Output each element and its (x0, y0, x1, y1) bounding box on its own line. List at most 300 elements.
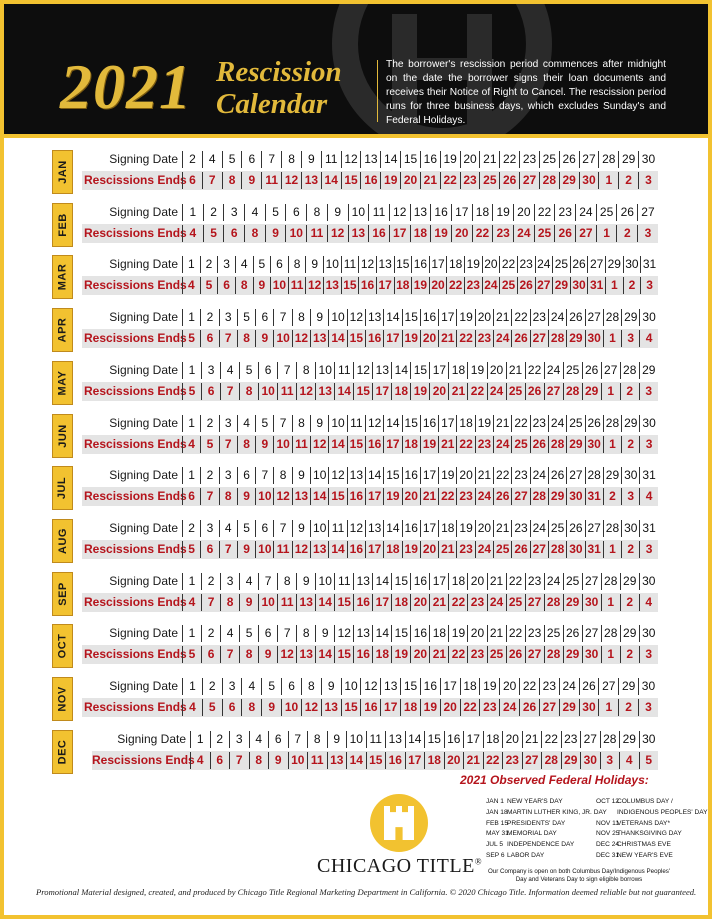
rescission-date-cell: 18 (394, 277, 412, 294)
signing-date-cell: 11 (341, 256, 359, 273)
signing-date-cell: 19 (448, 625, 467, 642)
rescission-date-cell: 26 (511, 541, 529, 558)
rescission-date-cell: 31 (587, 277, 605, 294)
signing-date-cell: 24 (544, 362, 563, 379)
holiday-item (596, 840, 708, 851)
rescission-date-cell: 3 (638, 699, 658, 716)
signing-date-cell: 17 (440, 678, 460, 695)
rescission-date-cell: 13 (315, 383, 334, 400)
rescission-ends-label: Rescissions Ends (92, 753, 195, 767)
signing-date-label: Signing Date (109, 205, 178, 219)
rescission-date-cell: 1 (601, 383, 620, 400)
rescission-date-cell: 4 (182, 436, 200, 453)
signing-date-cell: 27 (598, 678, 618, 695)
signing-date-cell: 4 (249, 731, 269, 748)
signing-date-cell: 3 (219, 467, 237, 484)
rescission-date-cell: 20 (420, 330, 438, 347)
signing-date-row (182, 467, 658, 484)
signing-date-cell: 29 (620, 573, 639, 590)
rescission-date-cell: 15 (353, 383, 372, 400)
rescission-date-cell: 15 (334, 594, 353, 611)
rescission-date-cell: 6 (200, 330, 218, 347)
rescission-date-cell: 29 (566, 330, 584, 347)
rescission-date-cell: 12 (310, 436, 328, 453)
rescission-date-cell: 14 (310, 488, 328, 505)
signing-date-row (182, 256, 658, 273)
signing-date-cell: 8 (273, 467, 291, 484)
rescission-date-cell: 19 (420, 436, 438, 453)
rescission-date-cell: 9 (239, 594, 258, 611)
signing-date-label: Signing Date (109, 679, 178, 693)
signing-date-cell: 24 (544, 573, 563, 590)
rescission-date-cell: 19 (380, 172, 400, 189)
rescission-end-row (182, 383, 658, 400)
rescission-ends-label: Rescissions Ends (84, 542, 187, 556)
signing-date-cell: 21 (493, 309, 511, 326)
signing-date-cell: 5 (253, 256, 271, 273)
signing-date-cell: 23 (554, 204, 575, 221)
signing-date-cell: 3 (223, 204, 244, 221)
rescission-date-cell: 29 (552, 277, 570, 294)
signing-date-cell: 26 (570, 256, 588, 273)
rescission-date-cell: 24 (487, 594, 506, 611)
rescission-date-cell: 28 (539, 172, 559, 189)
signing-date-cell: 2 (201, 573, 220, 590)
signing-date-cell: 27 (637, 204, 658, 221)
rescission-date-cell: 15 (341, 172, 361, 189)
holidays-list-right (596, 797, 708, 862)
rescission-date-cell: 11 (273, 541, 291, 558)
signing-date-cell: 4 (202, 151, 222, 168)
signing-date-cell: 1 (182, 625, 201, 642)
rescission-date-cell: 17 (372, 594, 391, 611)
holiday-name: PRESIDENTS' DAY (507, 819, 566, 827)
signing-date-cell: 7 (261, 151, 281, 168)
signing-date-cell: 9 (310, 415, 328, 432)
rescission-date-cell: 16 (358, 277, 376, 294)
signing-date-cell: 6 (241, 151, 261, 168)
title-year: 2021 (60, 51, 192, 122)
rescission-date-cell: 30 (582, 594, 601, 611)
signing-date-cell: 17 (438, 309, 456, 326)
signing-date-cell: 16 (420, 678, 440, 695)
rescission-date-cell: 20 (420, 541, 438, 558)
signing-date-cell: 11 (334, 573, 353, 590)
rescission-date-cell: 21 (429, 594, 448, 611)
rescission-date-cell: 9 (253, 277, 271, 294)
rescission-date-cell: 1 (605, 277, 623, 294)
holiday-item (486, 851, 607, 862)
signing-date-cell: 4 (235, 256, 253, 273)
rescission-date-cell: 15 (341, 699, 361, 716)
rescission-date-cell: 28 (548, 436, 566, 453)
rescission-date-cell: 8 (222, 172, 242, 189)
holiday-date: DEC 24 (596, 841, 620, 849)
signing-date-cell: 7 (273, 415, 291, 432)
holiday-item (486, 797, 607, 808)
signing-date-cell: 10 (328, 415, 346, 432)
rescission-date-cell: 24 (487, 383, 506, 400)
signing-date-cell: 23 (561, 731, 581, 748)
rescission-date-cell: 30 (582, 646, 601, 663)
month-block-oct (52, 624, 658, 668)
signing-date-cell: 26 (566, 309, 584, 326)
holiday-item (596, 808, 708, 819)
rescission-date-cell: 10 (273, 330, 291, 347)
signing-date-cell: 20 (460, 151, 480, 168)
signing-date-cell: 22 (519, 678, 539, 695)
signing-date-cell: 29 (618, 151, 638, 168)
rescission-end-row (182, 225, 658, 242)
signing-date-cell: 17 (451, 204, 472, 221)
signing-date-cell: 9 (292, 467, 310, 484)
signing-date-cell: 6 (281, 678, 301, 695)
signing-date-cell: 23 (525, 573, 544, 590)
rescission-end-row (182, 594, 658, 611)
rescission-date-cell: 30 (579, 699, 599, 716)
rescission-date-cell: 5 (200, 436, 218, 453)
rescission-date-cell: 20 (440, 699, 460, 716)
rescission-date-cell: 13 (296, 646, 315, 663)
rescission-date-cell: 10 (255, 541, 273, 558)
signing-date-cell: 14 (365, 467, 383, 484)
rescission-date-cell: 2 (618, 172, 638, 189)
signing-date-cell: 23 (517, 256, 535, 273)
holiday-name: THANKSGIVING DAY (617, 830, 682, 838)
holiday-name: NEW YEAR'S EVE (617, 851, 673, 859)
rescission-ends-label: Rescissions Ends (84, 595, 187, 609)
rescission-date-cell: 28 (544, 646, 563, 663)
holiday-item (486, 808, 607, 819)
rescission-date-cell: 29 (566, 436, 584, 453)
signing-date-cell: 18 (472, 204, 493, 221)
signing-date-cell: 19 (475, 415, 493, 432)
rescission-date-cell: 1 (603, 330, 621, 347)
signing-date-cell: 9 (315, 625, 334, 642)
rescission-date-cell: 17 (372, 383, 391, 400)
signing-date-cell: 17 (463, 731, 483, 748)
rescission-date-cell: 10 (258, 383, 277, 400)
signing-date-cell: 20 (475, 309, 493, 326)
rescission-date-cell: 10 (255, 488, 273, 505)
rescission-date-cell: 8 (244, 225, 265, 242)
signing-date-cell: 31 (639, 467, 657, 484)
rescission-date-cell: 14 (328, 330, 346, 347)
month-tab (52, 624, 73, 668)
month-label: JUN (56, 424, 69, 448)
rescission-date-cell: 22 (448, 646, 467, 663)
signing-date-cell: 13 (353, 573, 372, 590)
signing-date-cell: 18 (448, 362, 467, 379)
rescission-date-cell: 15 (347, 436, 365, 453)
signing-date-cell: 30 (639, 731, 659, 748)
signing-date-cell: 26 (548, 467, 566, 484)
rescission-end-row (182, 277, 658, 294)
holiday-item (486, 829, 607, 840)
rescission-end-row (182, 699, 658, 716)
rescission-date-cell: 31 (585, 541, 603, 558)
rescission-date-cell: 16 (360, 172, 380, 189)
signing-date-cell: 15 (402, 309, 420, 326)
signing-date-cell: 12 (347, 520, 365, 537)
signing-date-cell: 18 (483, 731, 503, 748)
rescission-ends-label: Rescissions Ends (84, 331, 187, 345)
signing-date-cell: 6 (270, 256, 288, 273)
signing-date-cell: 12 (360, 678, 380, 695)
holidays-title: 2021 Observed Federal Holidays: (460, 773, 649, 787)
signing-date-row (182, 625, 658, 642)
signing-date-cell: 19 (464, 256, 482, 273)
signing-date-cell: 16 (402, 467, 420, 484)
rescission-date-cell: 6 (217, 277, 235, 294)
holiday-name: MARTIN LUTHER KING, JR. DAY (507, 808, 607, 816)
signing-date-cell: 30 (639, 415, 657, 432)
rescission-date-cell: 8 (220, 594, 239, 611)
rescission-date-cell: 29 (563, 646, 582, 663)
rescission-date-cell: 13 (310, 541, 328, 558)
rescission-date-cell: 26 (519, 699, 539, 716)
signing-date-cell: 29 (621, 415, 639, 432)
signing-date-cell: 29 (605, 256, 623, 273)
signing-date-cell: 8 (307, 731, 327, 748)
signing-date-cell: 10 (310, 467, 328, 484)
signing-date-label: Signing Date (109, 468, 178, 482)
signing-date-label: Signing Date (109, 416, 178, 430)
rescission-date-cell: 26 (525, 383, 544, 400)
signing-date-cell: 26 (616, 204, 637, 221)
rescission-date-cell: 9 (261, 699, 281, 716)
rescission-date-cell: 17 (376, 277, 394, 294)
signing-date-cell: 12 (353, 362, 372, 379)
rescission-date-cell: 16 (368, 225, 389, 242)
rescission-date-cell: 5 (639, 752, 659, 769)
signing-date-cell: 16 (410, 573, 429, 590)
signing-date-cell: 1 (182, 362, 201, 379)
rescission-date-cell: 4 (639, 594, 658, 611)
rescission-date-cell: 27 (525, 594, 544, 611)
rescission-date-cell: 22 (456, 330, 474, 347)
signing-date-cell: 19 (456, 520, 474, 537)
rescission-date-cell: 30 (566, 488, 584, 505)
signing-date-cell: 25 (548, 520, 566, 537)
rescission-date-cell: 28 (530, 488, 548, 505)
rescission-date-cell: 6 (201, 383, 220, 400)
rescission-date-cell: 22 (438, 488, 456, 505)
signing-date-cell: 20 (475, 520, 493, 537)
month-label: FEB (56, 213, 69, 237)
rescission-date-cell: 18 (410, 225, 431, 242)
rescission-date-cell: 30 (585, 330, 603, 347)
signing-date-cell: 28 (598, 151, 618, 168)
signing-date-cell: 12 (334, 625, 353, 642)
signing-date-cell: 30 (639, 625, 658, 642)
rescission-date-cell: 22 (472, 225, 493, 242)
signing-date-cell: 11 (334, 362, 353, 379)
signing-date-cell: 28 (603, 520, 621, 537)
signing-date-cell: 15 (400, 151, 420, 168)
signing-date-cell: 12 (358, 256, 376, 273)
rescission-date-cell: 12 (281, 172, 301, 189)
rescission-date-cell: 6 (182, 488, 200, 505)
rescission-date-cell: 6 (223, 225, 244, 242)
holiday-name: NEW YEAR'S DAY (507, 798, 563, 805)
signing-date-cell: 1 (182, 678, 202, 695)
signing-date-cell: 21 (487, 573, 506, 590)
signing-date-cell: 3 (222, 678, 242, 695)
header-divider (377, 60, 378, 122)
signing-date-cell: 19 (456, 309, 474, 326)
signing-date-cell: 19 (479, 678, 499, 695)
signing-date-cell: 4 (219, 520, 237, 537)
signing-date-cell: 16 (430, 204, 451, 221)
rescission-date-cell: 16 (353, 646, 372, 663)
signing-date-cell: 9 (296, 573, 315, 590)
rescission-date-cell: 30 (579, 172, 599, 189)
signing-date-cell: 17 (438, 415, 456, 432)
rescission-date-cell: 8 (241, 699, 261, 716)
rescission-date-cell: 15 (366, 752, 386, 769)
logo-name: CHICAGO TITLE (317, 855, 475, 877)
rescission-date-cell: 10 (273, 436, 291, 453)
rescission-date-cell: 12 (296, 383, 315, 400)
signing-date-cell: 21 (487, 625, 506, 642)
signing-date-cell: 3 (220, 573, 239, 590)
signing-date-cell: 22 (534, 204, 555, 221)
signing-date-cell: 5 (255, 415, 273, 432)
signing-date-cell: 16 (410, 625, 429, 642)
rescission-date-cell: 20 (429, 277, 447, 294)
signing-date-cell: 27 (582, 573, 601, 590)
signing-date-cell: 27 (582, 625, 601, 642)
rescission-date-cell: 12 (292, 330, 310, 347)
signing-date-cell: 15 (402, 415, 420, 432)
signing-date-cell: 8 (296, 625, 315, 642)
rescission-date-cell: 12 (277, 646, 296, 663)
rescission-date-cell: 19 (430, 225, 451, 242)
holiday-name: LABOR DAY (507, 851, 545, 859)
signing-date-cell: 13 (372, 362, 391, 379)
rescission-date-cell: 7 (220, 383, 239, 400)
signing-date-cell: 6 (237, 467, 255, 484)
rescission-date-cell: 24 (513, 225, 534, 242)
rescission-date-cell: 16 (347, 488, 365, 505)
signing-date-cell: 20 (502, 731, 522, 748)
rescission-date-cell: 24 (493, 436, 511, 453)
signing-date-cell: 2 (201, 625, 220, 642)
rescission-date-cell: 2 (616, 225, 637, 242)
rescission-date-cell: 3 (638, 172, 658, 189)
rescission-date-cell: 7 (200, 488, 218, 505)
signing-date-cell: 10 (346, 731, 366, 748)
rescission-date-cell: 23 (492, 225, 513, 242)
registered-mark: ® (474, 856, 483, 867)
rescission-date-cell: 2 (620, 383, 639, 400)
holiday-date: JUL 5 (486, 841, 503, 849)
rescission-date-cell: 22 (467, 383, 486, 400)
holiday-date: OCT 12 (596, 798, 619, 805)
signing-date-cell: 20 (467, 625, 486, 642)
signing-date-cell: 20 (456, 467, 474, 484)
holiday-item (486, 840, 607, 851)
header-banner (4, 4, 708, 134)
signing-date-label: Signing Date (117, 732, 186, 746)
rescission-date-cell: 11 (277, 383, 296, 400)
month-tab (52, 730, 73, 774)
signing-date-cell: 3 (229, 731, 249, 748)
rescission-date-cell: 17 (365, 488, 383, 505)
rescission-date-cell: 20 (410, 646, 429, 663)
rescission-date-cell: 6 (182, 172, 202, 189)
rescission-date-cell: 16 (365, 436, 383, 453)
rescission-date-cell: 3 (639, 646, 658, 663)
signing-date-cell: 11 (368, 204, 389, 221)
rescission-date-cell: 12 (301, 699, 321, 716)
rescission-date-cell: 12 (305, 277, 323, 294)
rescission-date-cell: 18 (391, 383, 410, 400)
signing-date-cell: 9 (327, 731, 347, 748)
rescission-date-cell: 18 (402, 436, 420, 453)
holiday-name: MEMORIAL DAY (507, 830, 557, 838)
rescission-date-cell: 18 (383, 541, 401, 558)
signing-date-label: Signing Date (109, 310, 178, 324)
signing-date-cell: 21 (493, 520, 511, 537)
rescission-date-cell: 27 (539, 699, 559, 716)
signing-date-cell: 21 (522, 731, 542, 748)
signing-date-cell: 30 (638, 678, 658, 695)
rescission-date-cell: 19 (402, 541, 420, 558)
signing-date-cell: 3 (219, 309, 237, 326)
signing-date-cell: 21 (479, 151, 499, 168)
rescission-date-cell: 27 (519, 172, 539, 189)
signing-date-cell: 25 (544, 625, 563, 642)
title-rescission: Rescission (216, 56, 342, 88)
signing-date-cell: 20 (482, 256, 500, 273)
signing-date-cell: 12 (365, 415, 383, 432)
rescission-date-cell: 31 (585, 488, 603, 505)
rescission-date-cell: 3 (639, 383, 658, 400)
signing-date-cell: 24 (575, 204, 596, 221)
rescission-end-row (182, 436, 658, 453)
signing-date-label: Signing Date (109, 257, 178, 271)
rescission-date-cell: 21 (420, 488, 438, 505)
signing-date-cell: 26 (563, 625, 582, 642)
rescission-date-cell: 13 (310, 330, 328, 347)
signing-date-cell: 2 (210, 731, 230, 748)
month-block-feb (52, 203, 658, 247)
rescission-date-cell: 23 (456, 488, 474, 505)
rescission-date-cell: 11 (288, 277, 306, 294)
holiday-item (596, 851, 708, 862)
rescission-date-cell: 28 (544, 594, 563, 611)
rescission-date-cell: 5 (200, 277, 218, 294)
signing-date-cell: 5 (237, 309, 255, 326)
signing-date-cell: 27 (585, 309, 603, 326)
rescission-date-cell: 10 (258, 594, 277, 611)
signing-date-cell: 4 (220, 625, 239, 642)
signing-date-cell: 11 (366, 731, 386, 748)
signing-date-cell: 7 (277, 625, 296, 642)
signing-date-cell: 24 (530, 520, 548, 537)
signing-date-cell: 23 (511, 520, 529, 537)
signing-date-label: Signing Date (109, 574, 178, 588)
rescission-date-cell: 10 (285, 225, 306, 242)
rescission-date-cell: 16 (353, 594, 372, 611)
rescission-date-cell: 4 (639, 330, 657, 347)
signing-date-cell: 13 (380, 678, 400, 695)
signing-date-cell: 2 (200, 467, 218, 484)
signing-date-cell: 18 (448, 573, 467, 590)
signing-date-cell: 12 (389, 204, 410, 221)
